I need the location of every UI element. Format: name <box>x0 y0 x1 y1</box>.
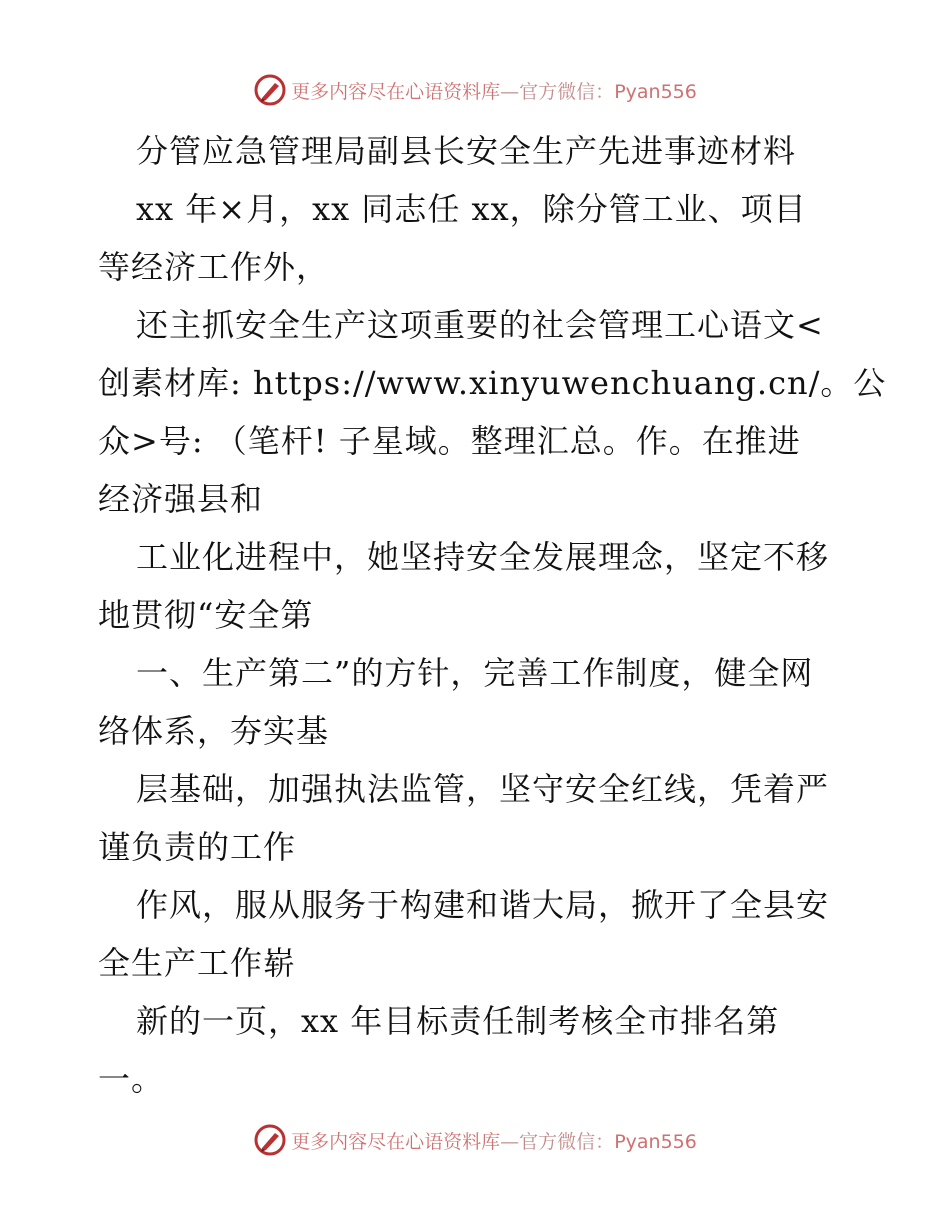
paragraph-line: 络体系，夯实基 <box>98 712 330 750</box>
paragraph-line: xx 年×月，xx 同志任 xx，除分管工业、项目 <box>136 190 807 228</box>
paragraph-line: 众>号: （笔杆! 子星域。整理汇总。作。在推进 <box>98 422 801 460</box>
paragraph-line: 全生产工作崭 <box>98 944 297 982</box>
document-title: 分管应急管理局副县长安全生产先进事迹材料 <box>136 132 797 170</box>
paragraph-line: 还主抓安全生产这项重要的社会管理工心语文< <box>136 306 824 344</box>
pen-logo-icon <box>253 1123 287 1157</box>
paragraph-line: 经济强县和 <box>98 480 264 518</box>
pen-logo-icon <box>253 73 287 107</box>
paragraph-line: 工业化进程中，她坚持安全发展理念，坚定不移 <box>136 538 830 576</box>
banner-separator: — <box>500 1130 520 1153</box>
paragraph-line: 一。 <box>98 1060 165 1098</box>
document-body <box>98 122 887 1108</box>
footer-banner <box>0 1120 950 1160</box>
banner-separator: — <box>500 80 520 103</box>
banner-brand-text: 更多内容尽在心语资料库 <box>291 80 501 103</box>
paragraph-line: 层基础，加强执法监管，坚守安全红线，凭着严 <box>136 770 830 808</box>
banner-wechat-id: Pyan556 <box>614 1130 697 1153</box>
paragraph-line: 新的一页，xx 年目标责任制考核全市排名第 <box>136 1002 780 1040</box>
paragraph-line: 等经济工作外， <box>98 248 330 286</box>
banner-wechat-label: 官方微信： <box>519 1130 615 1153</box>
banner-wechat-id: Pyan556 <box>614 80 697 103</box>
paragraph-line: 一、生产第二”的方针，完善工作制度，健全网 <box>136 654 814 692</box>
banner-brand-text: 更多内容尽在心语资料库 <box>291 1130 501 1153</box>
paragraph-line: 地贯彻“安全第 <box>98 596 314 634</box>
banner-wechat-label: 官方微信： <box>519 80 615 103</box>
header-banner <box>0 70 950 110</box>
paragraph-line: 谨负责的工作 <box>98 828 297 866</box>
paragraph-line: 创素材库: https://www.xinyuwenchuang.cn/。公 <box>98 364 887 402</box>
paragraph-line: 作风，服从服务于构建和谐大局，掀开了全县安 <box>136 886 830 924</box>
